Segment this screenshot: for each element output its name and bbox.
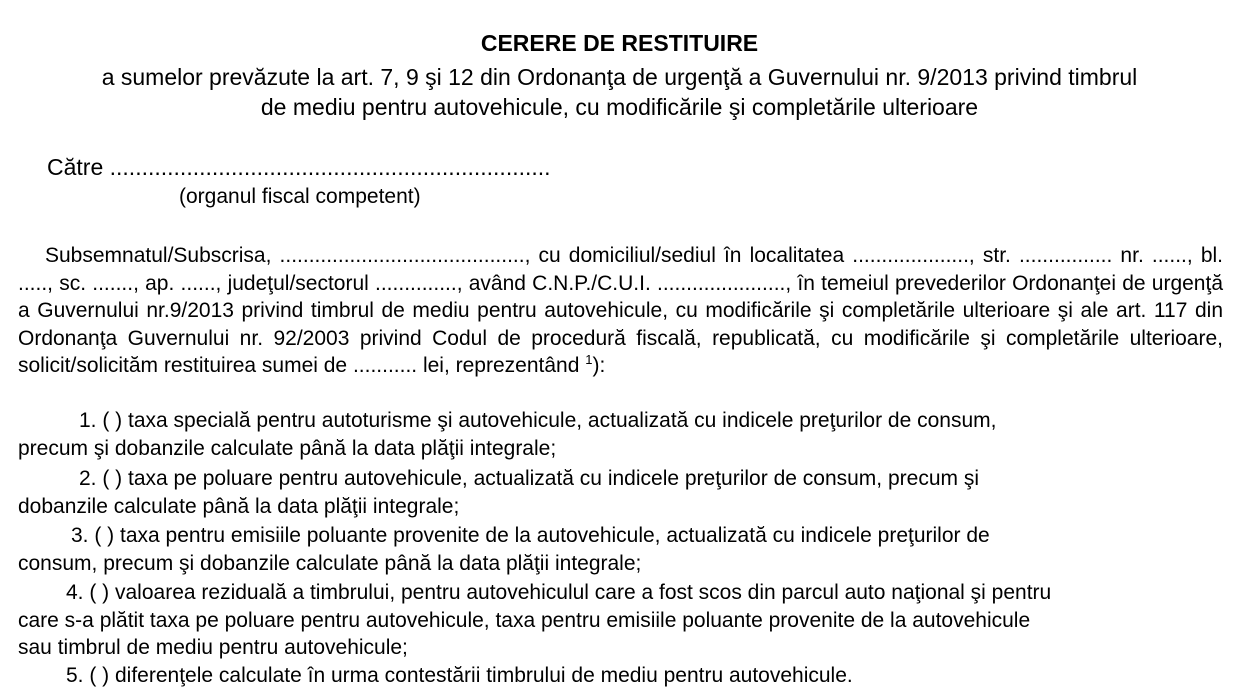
document-title: CERERE DE RESTITUIRE — [480, 30, 759, 56]
addressee-line: Către ..................................................................... — [47, 154, 551, 180]
list-item-line: dobanzile calculate până la data plăţii integrale; — [18, 494, 460, 518]
list-item-line: 2. ( ) taxa pe poluare pentru autovehicule, actualizată cu indicele preţurilor de consum, precum şi — [79, 467, 979, 490]
list-item-line: 5. ( ) diferenţele calculate în urma contestării timbrului de mediu pentru autovehicule. — [66, 664, 853, 687]
list-item-line: 3. ( ) taxa pentru emisiile poluante provenite de la autovehicule, actualizată cu indicele preţurilor de — [71, 524, 990, 547]
list-item — [18, 465, 1223, 520]
footnote-mark: 1 — [585, 352, 593, 367]
list-item-line: 4. ( ) valoarea reziduală a timbrului, pentru autovehiculul care a fost scos din parcul auto naţional şi pentru — [66, 581, 1052, 604]
subtitle-line-1: a sumelor prevăzute la art. 7, 9 şi 12 din Ordonanţa de urgenţă a Guvernului nr. 9/2013 privind timbrul — [101, 64, 1138, 90]
list-item — [18, 407, 1223, 462]
document-subtitle — [10, 62, 1229, 122]
list-item — [18, 522, 1223, 577]
list-item — [18, 579, 1223, 662]
list-item-line: precum şi dobanzile calculate până la data plăţii integrale; — [18, 436, 557, 460]
list-item-line: care s-a plătit taxa pe poluare pentru autovehicule, taxa pentru emisiile poluante provenite de la autovehicule — [18, 608, 1031, 632]
addressee-caption: (organul fiscal competent) — [179, 185, 421, 208]
subtitle-line-2: de mediu pentru autovehicule, cu modificările şi completările ulterioare — [260, 94, 979, 120]
request-text-end: ): — [592, 354, 606, 377]
request-paragraph — [18, 242, 1223, 380]
request-text: Subsemnatul/Subscrisa, .........................................., cu domiciliul/sediul în localitatea ...................., str. ................ nr. ......, bl. ....., sc. ......., ap. ......, judeţul/sectorul .............., având C.N.P./C.U.I. ......................, în temeiul prevederilor Ordonanţei de urgenţă a Guvernului nr.9/2013 privind timbrul de mediu pentru autovehicule, cu modificările şi completările ulterioare şi ale art. 117 din Ordonanţa Guvernului nr. 92/2003 privind Codul de procedură fiscală, republicată, cu modificările şi completările ulterioare, solicit/solicităm restituirea sumei de ........... lei, reprezentând — [18, 244, 1223, 377]
list-item-line: consum, precum şi dobanzile calculate până la data plăţii integrale; — [18, 551, 642, 575]
list-item — [18, 662, 1223, 690]
list-item-line: sau timbrul de mediu pentru autovehicule; — [18, 636, 408, 659]
list-item-line: 1. ( ) taxa specială pentru autoturisme şi autovehicule, actualizată cu indicele preţurilor de consum, — [79, 409, 997, 432]
